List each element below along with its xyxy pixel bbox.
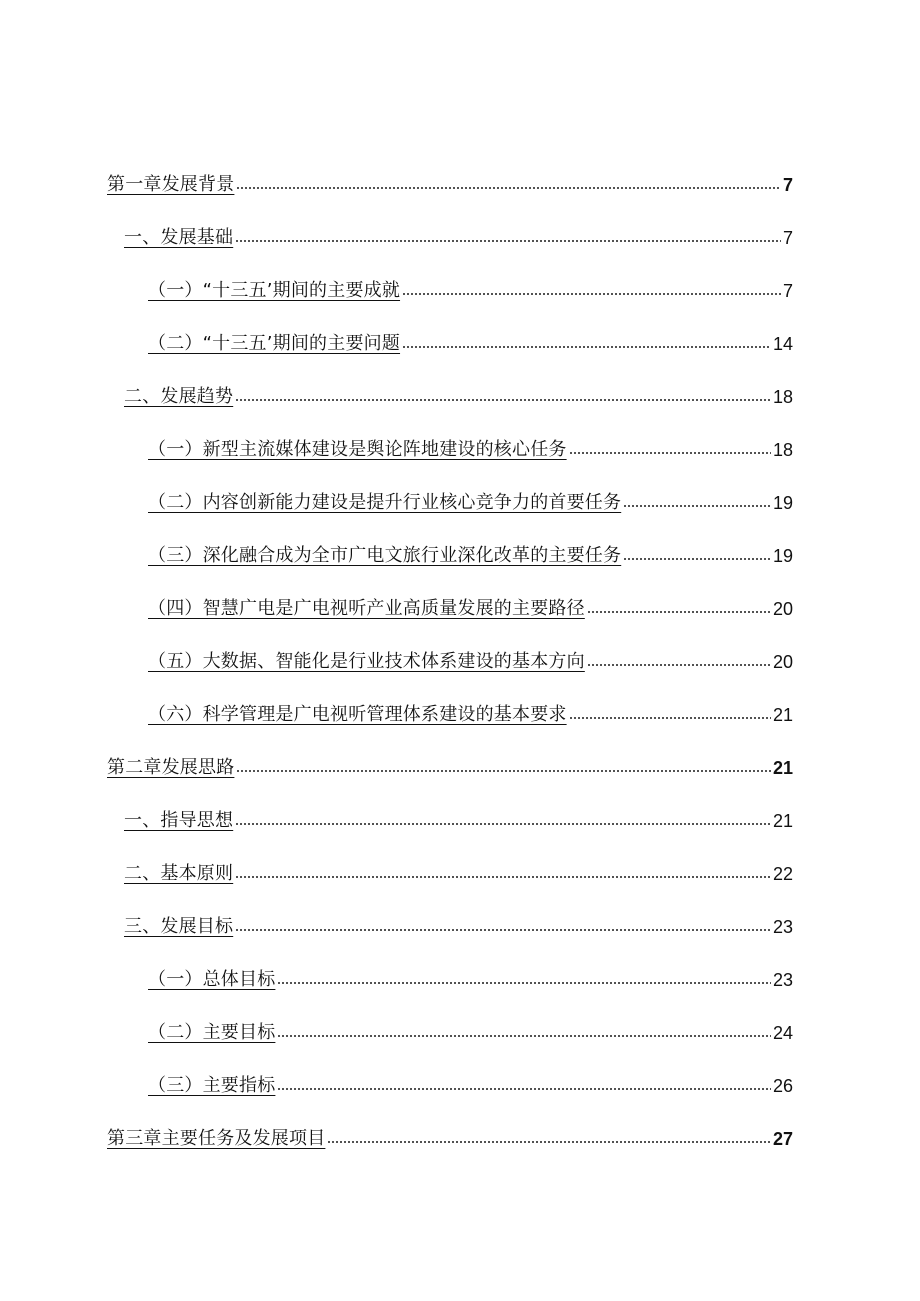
toc-entry-subsection-1-2-4[interactable] <box>148 590 793 620</box>
toc-entry-chapter-2[interactable] <box>107 749 793 779</box>
dot-leader <box>277 980 771 986</box>
dot-leader <box>236 185 781 191</box>
toc-entry-subsection-2-3-1[interactable] <box>148 961 793 991</box>
toc-entry-subsection-1-1-2[interactable] <box>148 325 793 355</box>
toc-entry-section-2-1[interactable] <box>124 802 793 832</box>
toc-entry-title: （五）大数据、智能化是行业技术体系建设的基本方向 <box>148 651 585 672</box>
toc-entry-subsection-1-2-2[interactable] <box>148 484 793 514</box>
toc-entry-page: 26 <box>772 1076 793 1096</box>
toc-entry-page: 23 <box>772 917 793 937</box>
toc-entry-page: 7 <box>782 175 793 195</box>
toc-entry-page: 27 <box>772 1129 793 1149</box>
toc-entry-subsection-1-1-1[interactable] <box>148 272 793 302</box>
toc-entry-page: 23 <box>772 970 793 990</box>
dot-leader <box>402 291 781 297</box>
toc-entry-subsection-1-2-6[interactable] <box>148 696 793 726</box>
toc-entry-page: 7 <box>782 281 793 301</box>
toc-entry-chapter-1[interactable] <box>107 166 793 196</box>
dot-leader <box>587 609 771 615</box>
toc-entry-page: 7 <box>782 228 793 248</box>
toc-entry-page: 18 <box>772 440 793 460</box>
dot-leader <box>569 715 771 721</box>
toc-entry-section-2-3[interactable] <box>124 908 793 938</box>
toc-entry-title: 二、基本原则 <box>124 863 234 884</box>
dot-leader <box>402 344 771 350</box>
toc-entry-title: （六）科学管理是广电视听管理体系建设的基本要求 <box>148 704 567 725</box>
toc-entry-page: 19 <box>772 546 793 566</box>
toc-entry-page: 20 <box>772 652 793 672</box>
toc-entry-page: 21 <box>772 705 793 725</box>
dot-leader <box>623 556 771 562</box>
toc-entry-title: （一）“十三五’期间的主要成就 <box>148 280 401 301</box>
toc-entry-page: 18 <box>772 387 793 407</box>
toc-entry-section-2-2[interactable] <box>124 855 793 885</box>
dot-leader <box>623 503 771 509</box>
dot-leader <box>277 1033 771 1039</box>
dot-leader <box>235 821 771 827</box>
toc-entry-page: 14 <box>772 334 793 354</box>
dot-leader <box>277 1086 771 1092</box>
toc-entry-title: 一、发展基础 <box>124 227 234 248</box>
toc-entry-subsection-2-3-3[interactable] <box>148 1067 793 1097</box>
toc-entry-title: 第一章发展背景 <box>107 174 235 195</box>
toc-entry-title: （二）内容创新能力建设是提升行业核心竞争力的首要任务 <box>148 492 622 513</box>
toc-entry-section-1-1[interactable] <box>124 219 793 249</box>
toc-entry-title: （一）新型主流媒体建设是舆论阵地建设的核心任务 <box>148 439 567 460</box>
toc-entry-page: 22 <box>772 864 793 884</box>
toc-entry-title: 一、指导思想 <box>124 810 234 831</box>
toc-entry-title: （二）主要目标 <box>148 1022 276 1043</box>
toc-entry-title: 第二章发展思路 <box>107 757 235 778</box>
toc-entry-page: 19 <box>772 493 793 513</box>
toc-entry-subsection-1-2-1[interactable] <box>148 431 793 461</box>
toc-entry-title: （三）深化融合成为全市广电文旅行业深化改革的主要任务 <box>148 545 622 566</box>
toc-entry-page: 21 <box>772 758 793 778</box>
dot-leader <box>236 768 771 774</box>
dot-leader <box>235 238 781 244</box>
toc-entry-subsection-2-3-2[interactable] <box>148 1014 793 1044</box>
dot-leader <box>235 397 771 403</box>
toc-entry-title: 三、发展目标 <box>124 916 234 937</box>
toc-entry-title: （三）主要指标 <box>148 1075 276 1096</box>
toc-entry-title: 二、发展趋势 <box>124 386 234 407</box>
dot-leader <box>587 662 771 668</box>
toc-entry-chapter-3[interactable] <box>107 1120 793 1150</box>
dot-leader <box>569 450 771 456</box>
toc-entry-title: （四）智慧广电是广电视听产业高质量发展的主要路径 <box>148 598 585 619</box>
toc-entry-page: 24 <box>772 1023 793 1043</box>
toc-entry-title: （一）总体目标 <box>148 969 276 990</box>
toc-entry-title: 第三章主要任务及发展项目 <box>107 1128 326 1149</box>
dot-leader <box>235 874 771 880</box>
toc-entry-subsection-1-2-5[interactable] <box>148 643 793 673</box>
toc-entry-section-1-2[interactable] <box>124 378 793 408</box>
toc-entry-title: （二）“十三五’期间的主要问题 <box>148 333 401 354</box>
toc-entry-page: 21 <box>772 811 793 831</box>
dot-leader <box>327 1139 771 1145</box>
toc-entry-subsection-1-2-3[interactable] <box>148 537 793 567</box>
dot-leader <box>235 927 771 933</box>
toc-entry-page: 20 <box>772 599 793 619</box>
